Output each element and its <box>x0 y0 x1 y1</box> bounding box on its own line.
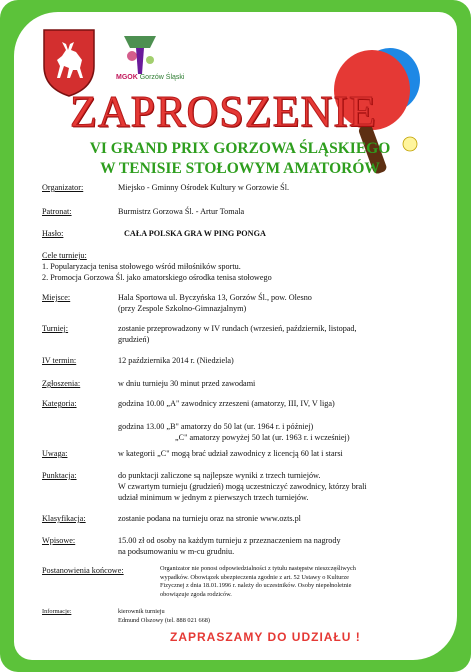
tournament-line-1: zostanie przeprowadzony w IV rundach (wrzesień, październik, listopad, <box>118 324 357 333</box>
category-label: Kategoria: <box>42 399 77 408</box>
final-provisions-label: Postanowienia końcowe: <box>42 566 124 575</box>
venue-label: Miejsce: <box>42 293 71 302</box>
final-provisions-line-3: Fizycznej z dnia 18.01.1996 r. należy do uczestników. Osoby niepełnoletnie <box>160 582 352 589</box>
classification-value: zostanie podana na turnieju oraz na stronie www.ozts.pl <box>118 514 301 523</box>
tournament-label: Turniej: <box>42 324 69 333</box>
goals-item-1: 1. Popularyzacja tenisa stołowego wśród miłośników sportu. <box>42 262 241 271</box>
category-b: godzina 13.00 „B" amatorzy do 50 lat (ur. 1964 r. i później) <box>118 422 314 431</box>
goals-item-2: 2. Promocja Gorzowa Śl. jako amatorskiego ośrodka tenisa stołowego <box>42 273 272 282</box>
mgok-logo-text <box>116 74 184 81</box>
entry-fee-label: Wpisowe: <box>42 536 76 545</box>
motto-value: CAŁA POLSKA GRA W PING PONGA <box>124 229 266 238</box>
information-line-2: Edmund Olszowy (tel. 888 021 668) <box>118 616 210 624</box>
entry-fee-line-2: na podsumowaniu w m-cu grudniu. <box>118 547 235 556</box>
venue-line-1: Hala Sportowa ul. Byczyńska 13, Gorzów Śl., pow. Olesno <box>118 293 312 302</box>
date-value: 12 października 2014 r. (Niedziela) <box>118 356 234 365</box>
scoring-line-1: do punktacji zaliczone są najlepsze wyniki z trzech turniejów. <box>118 471 321 480</box>
motto-label: Hasło: <box>42 229 64 238</box>
page-title: ZAPROSZENIE <box>70 87 377 136</box>
note-value: w kategorii „C" mogą brać udział zawodnicy z licencją 60 lat i starsi <box>118 449 343 458</box>
event-subtitle-line-1: VI GRAND PRIX GORZOWA ŚLĄSKIEGO <box>89 140 391 157</box>
mgok-logo-icon <box>110 30 170 90</box>
tournament-line-2: grudzień) <box>118 335 150 344</box>
final-provisions-line-1: Organizator nie ponosi odpowiedzialności z tytułu następstw nieszczęśliwych <box>160 565 356 572</box>
category-c: „C" amatorzy powyżej 50 lat (ur. 1963 r. i wcześniej) <box>175 433 350 442</box>
scoring-label: Punktacja: <box>42 471 77 480</box>
logo-place: Gorzów Śląski <box>139 74 185 81</box>
patronage-label: Patronat: <box>42 207 72 216</box>
organizer-value: Miejsko - Gminny Ośrodek Kultury w Gorzowie Śl. <box>118 183 290 192</box>
final-provisions-line-2: wypadków. Obowiązek ubezpieczenia zgodnie z art. 52 Ustawy o Kulturze <box>160 573 349 581</box>
registration-label: Zgłoszenia: <box>42 379 81 388</box>
category-a: godzina 10.00 „A" zawodnicy zrzeszeni (amatorzy, III, IV, V liga) <box>118 399 335 408</box>
goals-label: Cele turnieju: <box>42 251 87 260</box>
classification-label: Klasyfikacja: <box>42 514 86 523</box>
closing-invitation: ZAPRASZAMY DO UDZIAŁU ! <box>170 630 361 644</box>
note-label: Uwaga: <box>42 449 68 458</box>
event-subtitle-line-2: W TENISIE STOŁOWYM AMATORÓW <box>100 160 380 177</box>
information-line-1: kierownik turnieju <box>118 608 165 615</box>
logo-brand: MGOK <box>116 74 138 81</box>
scoring-line-3: udział minimum w jednym z pierwszych trzech turniejów. <box>118 493 309 502</box>
entry-fee-line-1: 15.00 zł od osoby na każdym turnieju z przeznaczeniem na nagrody <box>118 536 341 545</box>
goals-row <box>42 250 442 283</box>
final-provisions-line-4: obowiązuje zgoda rodziców. <box>160 590 232 598</box>
venue-line-2: (przy Zespole Szkolno-Gimnazjalnym) <box>118 304 247 313</box>
information-label: Informacje: <box>42 608 72 615</box>
patronage-value: Burmistrz Gorzowa Śl. - Artur Tomala <box>118 207 245 216</box>
organizer-label: Organizator: <box>42 183 84 192</box>
date-label: IV termin: <box>42 356 77 365</box>
registration-value: w dniu turnieju 30 minut przed zawodami <box>118 379 256 388</box>
scoring-line-2: W czwartym turnieju (grudzień) mogą uczestniczyć zawodnicy, którzy brali <box>118 482 367 491</box>
